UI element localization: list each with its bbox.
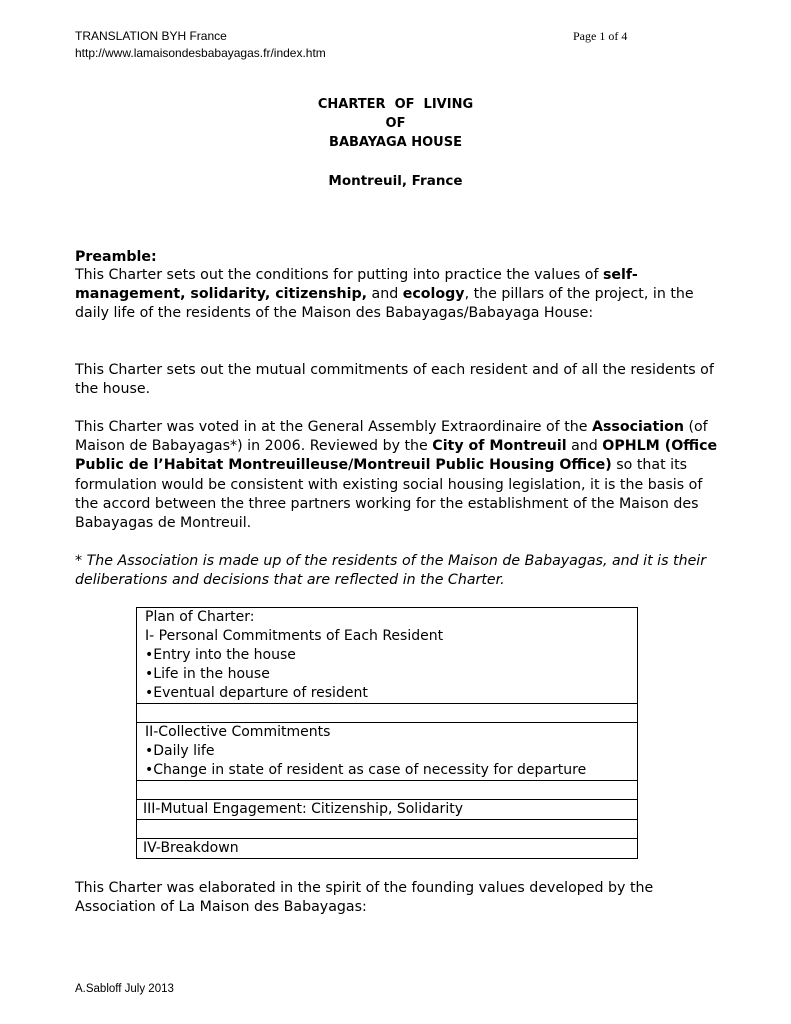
- p1-text-c: and: [367, 286, 403, 303]
- plan-item: [143, 684, 631, 703]
- closing-paragraph: This Charter was elaborated in the spirit of the founding values developed by the Association of La Maison des Babayagas:: [75, 880, 654, 916]
- header-url: http://www.lamaisondesbabayagas.fr/index.htm: [75, 46, 326, 60]
- footer-author-date: A.Sabloff July 2013: [75, 983, 174, 995]
- preamble-paragraph-2: This Charter sets out the mutual commitments of each resident and of all the residents of the house.: [75, 362, 714, 398]
- plan-item: [143, 761, 631, 780]
- bullet-icon: •: [145, 647, 154, 663]
- plan-item-label: Daily life: [153, 743, 215, 759]
- plan-item-label: Entry into the house: [153, 647, 296, 663]
- plan-section-1-heading: I- Personal Commitments of Each Resident: [145, 628, 444, 644]
- plan-section-1-cell: [137, 608, 638, 704]
- plan-section-3-heading: III-Mutual Engagement: Citizenship, Solidarity: [137, 800, 638, 820]
- title-line-2: OF: [385, 116, 406, 131]
- p3-text-c: (of Maison de Babayagas*) in 2006. Reviewed by the: [75, 419, 708, 455]
- bullet-icon: •: [145, 685, 154, 701]
- plan-section-2-cell: [137, 723, 638, 781]
- plan-item-label: Change in state of resident as case of necessity for departure: [153, 762, 587, 778]
- bullet-icon: •: [145, 762, 154, 778]
- plan-spacer-row: [137, 781, 638, 800]
- plan-section-4-heading: IV-Breakdown: [137, 839, 638, 859]
- bullet-icon: •: [145, 743, 154, 759]
- plan-of-charter-table: [136, 607, 638, 859]
- p3-ophlm: OPHLM (Office Public de l’Habitat Montreuilleuse/Montreuil Public Housing Office): [75, 438, 718, 474]
- association-footnote: * The Association is made up of the residents of the Maison de Babayagas, and it is their deliberations and decisions that are reflected in the Charter.: [75, 553, 707, 589]
- page-indicator: Page 1 of 4: [573, 29, 628, 43]
- preamble-heading: Preamble:: [75, 249, 157, 265]
- plan-item: [143, 742, 631, 761]
- plan-spacer-row: [137, 820, 638, 839]
- p3-association: Association: [591, 419, 684, 435]
- plan-item: [143, 665, 631, 684]
- p1-text-e: , the pillars of the project, in the daily life of the residents of the Maison des Babayagas/Babayaga House:: [75, 286, 694, 322]
- header-translation: TRANSLATION BYH France: [75, 29, 227, 43]
- preamble-paragraph-3: [75, 418, 725, 533]
- title-line-1: CHARTER OF LIVING: [317, 97, 474, 112]
- p3-text-g: so that its formulation would be consistent with existing social housing legislation, it is the basis of the accord between the three partners working for the establishment of the Maison des Babayagas de Montreuil.: [75, 457, 703, 532]
- location-subtitle: Montreuil, France: [328, 173, 463, 189]
- plan-section-2-heading: II-Collective Commitments: [145, 724, 331, 740]
- p1-values: self-management, solidarity, citizenship,: [75, 267, 638, 303]
- plan-item-label: Eventual departure of resident: [153, 685, 368, 701]
- p1-ecology: ecology: [402, 286, 465, 303]
- document-title: [0, 95, 791, 152]
- preamble-paragraph-1: [75, 266, 725, 324]
- plan-item-label: Life in the house: [153, 666, 270, 682]
- plan-spacer-row: [137, 704, 638, 723]
- title-line-3: BABAYAGA HOUSE: [329, 135, 462, 150]
- p3-text-a: This Charter was voted in at the General Assembly Extraordinaire of the: [75, 419, 592, 435]
- plan-title: Plan of Charter:: [145, 609, 255, 625]
- bullet-icon: •: [145, 666, 154, 682]
- p1-text-a: This Charter sets out the conditions for putting into practice the values of: [75, 267, 603, 283]
- plan-item: [143, 646, 631, 665]
- p3-city: City of Montreuil: [432, 438, 567, 455]
- p3-text-e: and: [566, 438, 603, 455]
- header-left: [75, 28, 326, 62]
